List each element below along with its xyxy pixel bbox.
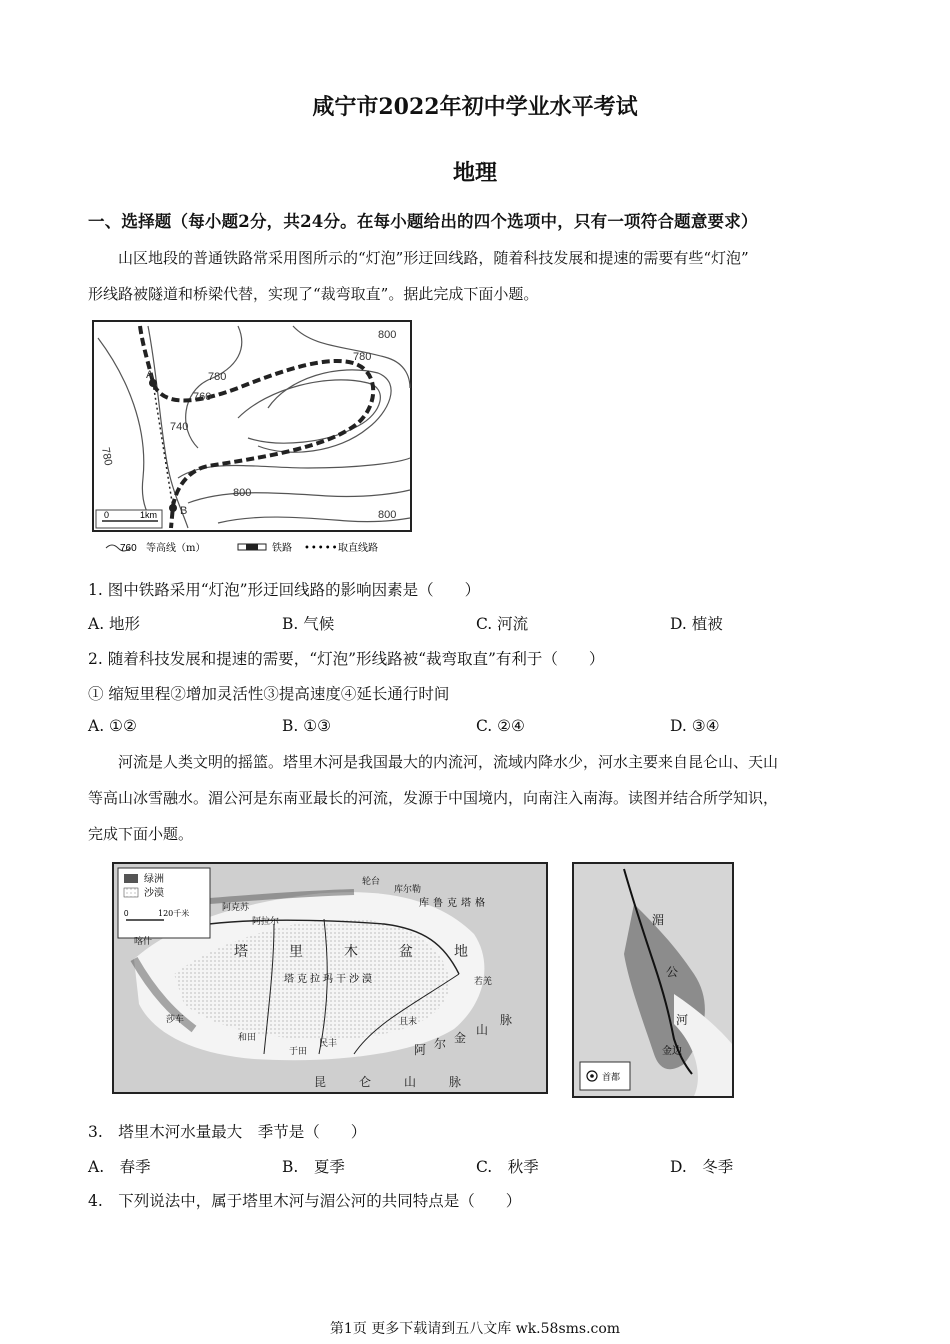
basin-char: 塔 (234, 944, 248, 960)
basin-char: 盆 (399, 944, 413, 960)
place-label: 民丰 (319, 1039, 338, 1049)
contour-label: 800 (233, 487, 252, 499)
kunlun-char: 昆 (314, 1075, 327, 1089)
place-label: 轮台 (362, 877, 381, 887)
scale-zero: 0 (124, 909, 129, 918)
contour-map-figure (88, 318, 418, 558)
passage-2-line-1: 河流是人类文明的摇篮。塔里木河是我国最大的内流河，流域内降水少，河水主要来自昆仑山、天山 (118, 753, 779, 771)
capital-icon-center (590, 1074, 594, 1078)
legend-desert-swatch (124, 888, 138, 897)
section-heading: 一、选择题（每小题2分，共24分。在每小题给出的四个选项中，只有一项符合题意要求） (88, 212, 758, 231)
passage-1-line-2: 形线路被隧道和桥梁代替，实现了“裁弯取直”。据此完成下面小题。 (88, 285, 539, 303)
place-label: 阿拉尔 (252, 917, 280, 927)
passage-2 (88, 744, 863, 852)
place-label: 莎车 (166, 1015, 185, 1025)
contour-label: 740 (170, 421, 189, 433)
page-footer: 第1页 更多下载请到五八文库 wk.58sms.com (329, 1321, 621, 1337)
place-label: 阿克苏 (222, 903, 250, 913)
altun-char: 尔 (434, 1037, 447, 1051)
place-label: 和田 (238, 1033, 257, 1043)
mekong-char: 湄 (652, 913, 665, 927)
contour-label: 800 (378, 509, 397, 521)
place-label: 且末 (399, 1017, 418, 1027)
scale-unit: 1km (140, 510, 158, 520)
q1-option-b[interactable]: B. 气候 (282, 615, 335, 633)
contour-label: 800 (378, 329, 397, 341)
legend-oasis-swatch (124, 874, 138, 883)
phnom-penh-label: 金边 (662, 1046, 682, 1057)
altun-char: 脉 (500, 1013, 513, 1027)
q1-option-c[interactable]: C. 河流 (476, 615, 529, 633)
scale-zero: 0 (104, 510, 110, 520)
q2-option-c[interactable]: C. ②④ (476, 717, 525, 735)
place-label: 库尔勒 (394, 885, 422, 895)
q3-option-d[interactable]: D. 冬季 (670, 1158, 734, 1176)
tarim-map-figure (112, 862, 548, 1094)
scale-label: 120千米 (158, 909, 190, 918)
place-label: 于田 (289, 1047, 308, 1057)
basin-char: 地 (454, 944, 468, 960)
altun-char: 山 (476, 1023, 489, 1037)
mekong-char: 公 (666, 965, 679, 979)
mekong-map-figure (572, 862, 734, 1098)
contour-map (88, 318, 418, 558)
point-b-label: B (180, 505, 188, 517)
q2-option-a[interactable]: A. ①② (88, 717, 137, 735)
place-label: 若羌 (474, 977, 493, 987)
exam-title: 咸宁市2022年初中学业水平考试 (312, 94, 638, 120)
q3-option-b[interactable]: B. 夏季 (282, 1158, 345, 1176)
kunlun-char: 山 (404, 1075, 417, 1089)
question-4: 4. 下列说法中，属于塔里木河与湄公河的共同特点是（ ） (88, 1192, 522, 1210)
q1-option-d[interactable]: D. 植被 (670, 615, 723, 633)
question-2-choices: ① 缩短里程②增加灵活性③提高速度④延长通行时间 (88, 685, 450, 703)
legend-capital-label: 首都 (602, 1073, 621, 1083)
legend-rail-text: 铁路 (272, 543, 292, 554)
mekong-map (574, 864, 732, 1096)
legend-straight-symbol: ••••• (304, 543, 339, 554)
kunlun-char: 仑 (359, 1075, 372, 1089)
q1-option-a[interactable]: A. 地形 (88, 615, 141, 633)
place-label: 喀什 (134, 937, 153, 947)
contour-label: 780 (353, 351, 372, 363)
point-b-marker (169, 504, 177, 512)
question-2: 2. 随着科技发展和提速的需要，“灯泡”形线路被“裁弯取直”有利于（ ） (88, 650, 605, 668)
contour-label: 780 (99, 446, 115, 467)
legend-contour-text: 等高线（m） (146, 543, 206, 554)
contour-label: 760 (193, 391, 212, 403)
altun-char: 金 (454, 1031, 467, 1045)
legend-rail-symbol-fill (246, 544, 258, 550)
q3-option-a[interactable]: A. 春季 (88, 1158, 151, 1176)
subject-title: 地理 (452, 160, 497, 186)
basin-char: 里 (289, 944, 303, 960)
passage-2-line-2: 等高山冰雪融水。湄公河是东南亚最长的河流，发源于中国境内，向南注入南海。读图并结合所学知识， (88, 789, 779, 807)
passage-1 (88, 240, 863, 312)
legend-oasis-label: 绿洲 (144, 874, 164, 885)
contour-label: 780 (208, 371, 227, 383)
point-a-label: A (146, 369, 154, 381)
q2-option-b[interactable]: B. ①③ (282, 717, 332, 735)
passage-2-line-3: 完成下面小题。 (88, 825, 194, 843)
legend-straight-text: 取直线路 (338, 543, 378, 554)
kunlun-char: 脉 (449, 1075, 462, 1089)
q3-option-c[interactable]: C. 秋季 (476, 1158, 539, 1176)
legend-contour-value: 760 (120, 543, 137, 554)
legend-desert-label: 沙漠 (144, 888, 164, 899)
basin-char: 木 (344, 944, 358, 960)
question-1: 1. 图中铁路采用“灯泡”形迂回线路的影响因素是（ ） (88, 581, 481, 599)
q2-option-d[interactable]: D. ③④ (670, 717, 720, 735)
kuruk-label: 库鲁克塔格 (419, 898, 489, 909)
altun-char: 阿 (414, 1043, 427, 1057)
passage-1-line-1: 山区地段的普通铁路常采用图所示的“灯泡”形迂回线路，随着科技发展和提速的需要有些“灯泡” (118, 249, 749, 267)
question-3: 3. 塔里木河水量最大 季节是（ ） (88, 1123, 367, 1141)
desert-name: 塔克拉玛干沙漠 (284, 974, 375, 985)
tarim-map (114, 864, 546, 1092)
mekong-char: 河 (676, 1013, 689, 1027)
